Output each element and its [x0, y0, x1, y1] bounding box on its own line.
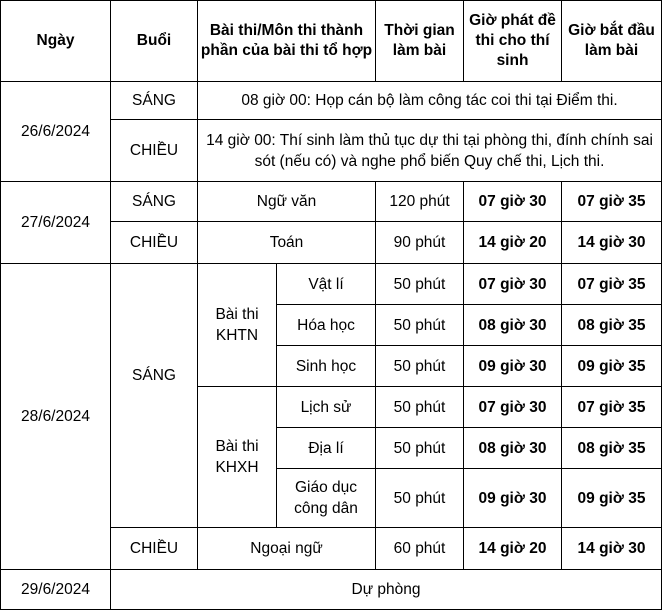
duration-cell: 50 phút [376, 428, 464, 469]
group-cell-khxh: Bài thi KHXH [198, 387, 277, 528]
subject-cell: Vật lí [277, 264, 376, 305]
table-row [1, 182, 662, 222]
distribute-time-cell: 07 giờ 30 [464, 264, 562, 305]
table-row [1, 264, 662, 305]
group-cell-khtn: Bài thi KHTN [198, 264, 277, 387]
session-text: SÁNG [132, 367, 176, 384]
session-cell: CHIỀU [111, 222, 198, 264]
session-cell [111, 264, 198, 528]
date-cell [1, 82, 111, 182]
start-time-cell: 07 giờ 35 [562, 182, 662, 222]
note-cell: 08 giờ 00: Họp cán bộ làm công tác coi thi tại Điểm thi. [198, 82, 662, 120]
start-time-cell: 08 giờ 35 [562, 428, 662, 469]
date-cell: 29/6/2024 [1, 570, 111, 610]
note-cell: Dự phòng [111, 570, 662, 610]
duration-cell: 50 phút [376, 387, 464, 428]
table-row [1, 82, 662, 120]
duration-cell: 50 phút [376, 305, 464, 346]
distribute-time-cell: 07 giờ 30 [464, 182, 562, 222]
date-cell [1, 264, 111, 570]
start-time-cell: 09 giờ 35 [562, 346, 662, 387]
duration-cell: 60 phút [376, 528, 464, 570]
distribute-time-cell: 14 giờ 20 [464, 528, 562, 570]
header-buoi: Buổi [111, 1, 198, 82]
subject-cell: Hóa học [277, 305, 376, 346]
distribute-time-cell: 08 giờ 30 [464, 428, 562, 469]
date-text: 28/6/2024 [21, 408, 90, 425]
header-gio-phat-de: Giờ phát đề thi cho thí sinh [464, 1, 562, 82]
date-cell [1, 182, 111, 264]
distribute-time-cell: 09 giờ 30 [464, 469, 562, 528]
table-row [1, 570, 662, 610]
start-time-cell: 07 giờ 35 [562, 264, 662, 305]
subject-cell: Địa lí [277, 428, 376, 469]
header-thoi-gian: Thời gian làm bài [376, 1, 464, 82]
date-text: 27/6/2024 [21, 214, 90, 231]
note-cell: 14 giờ 00: Thí sinh làm thủ tục dự thi tại phòng thi, đính chính sai sót (nếu có) và nghe phổ biến Quy chế thi, Lịch thi. [198, 120, 662, 182]
duration-cell: 50 phút [376, 469, 464, 528]
subject-cell: Giáo dục công dân [277, 469, 376, 528]
duration-cell: 90 phút [376, 222, 464, 264]
date-text: 26/6/2024 [21, 123, 90, 140]
header-ngay: Ngày [1, 1, 111, 82]
start-time-cell: 09 giờ 35 [562, 469, 662, 528]
duration-cell: 50 phút [376, 264, 464, 305]
subject-cell: Ngữ văn [198, 182, 376, 222]
session-cell: CHIỀU [111, 528, 198, 570]
header-bai-thi: Bài thi/Môn thi thành phần của bài thi tổ hợp [198, 1, 376, 82]
header-gio-bat-dau: Giờ bắt đầu làm bài [562, 1, 662, 82]
distribute-time-cell: 07 giờ 30 [464, 387, 562, 428]
subject-cell: Toán [198, 222, 376, 264]
session-cell: SÁNG [111, 182, 198, 222]
distribute-time-cell: 08 giờ 30 [464, 305, 562, 346]
distribute-time-cell: 09 giờ 30 [464, 346, 562, 387]
duration-cell: 50 phút [376, 346, 464, 387]
session-cell: CHIỀU [111, 120, 198, 182]
header-row [1, 1, 662, 82]
start-time-cell: 14 giờ 30 [562, 528, 662, 570]
subject-cell: Sinh học [277, 346, 376, 387]
subject-cell: Ngoại ngữ [198, 528, 376, 570]
session-cell: SÁNG [111, 82, 198, 120]
start-time-cell: 07 giờ 35 [562, 387, 662, 428]
start-time-cell: 08 giờ 35 [562, 305, 662, 346]
subject-cell: Lịch sử [277, 387, 376, 428]
distribute-time-cell: 14 giờ 20 [464, 222, 562, 264]
start-time-cell: 14 giờ 30 [562, 222, 662, 264]
duration-cell: 120 phút [376, 182, 464, 222]
